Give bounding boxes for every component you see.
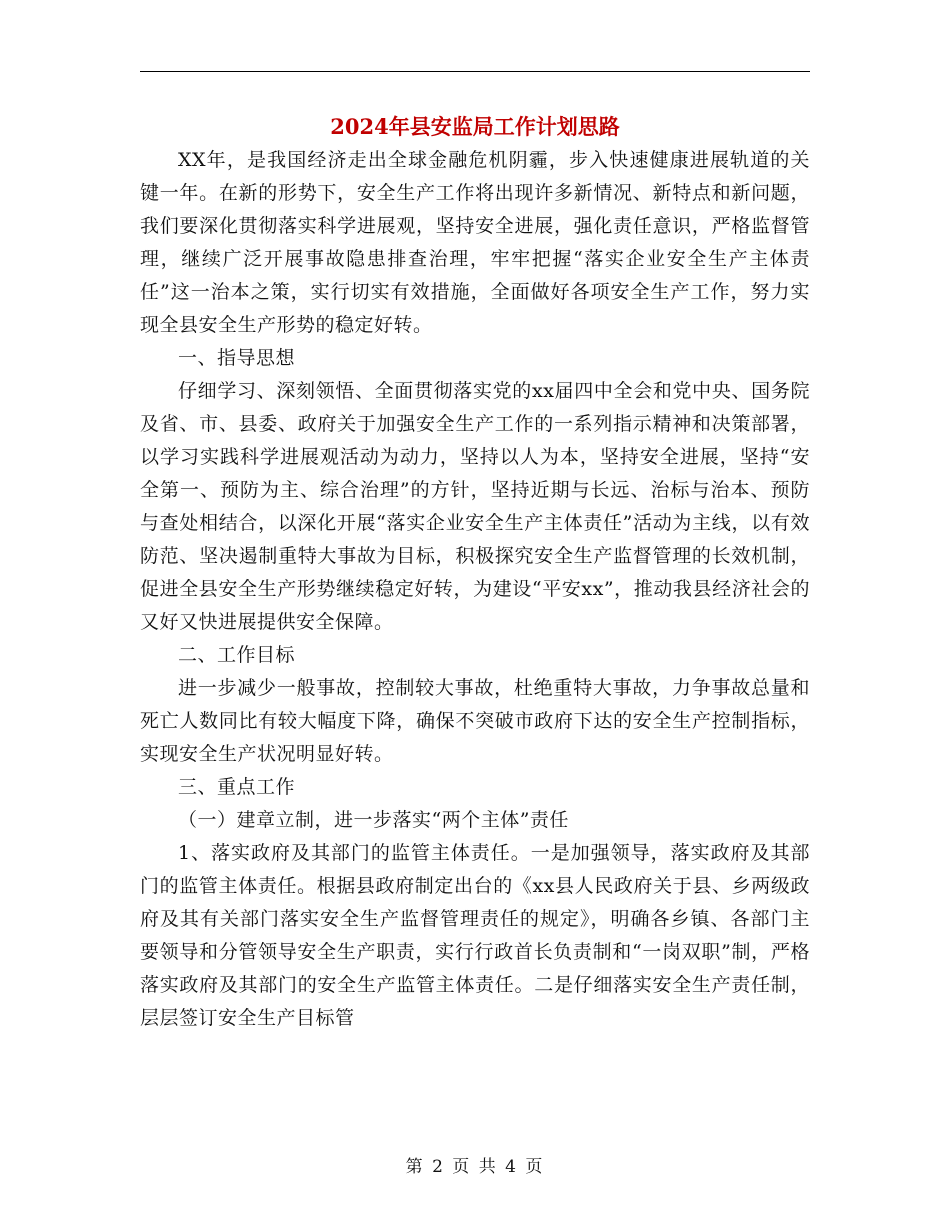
document-body — [140, 144, 810, 1035]
intro-paragraph: XX年，是我国经济走出全球金融危机阴霾，步入快速健康进展轨道的关键一年。在新的形势下，安全生产工作将出现许多新情况、新特点和新问题，我们要深化贯彻落实科学进展观，坚持安全进展，强化责任意识，严格监督管理，继续广泛开展事故隐患排查治理，牢牢把握“落实企业安全生产主体责任”这一治本之策，实行切实有效措施，全面做好各项安全生产工作，努力实现全县安全生产形势的稳定好转。 — [140, 149, 810, 336]
section-heading-guiding-thought: 一、指导思想 — [178, 347, 296, 369]
work-goals-paragraph: 进一步减少一般事故，控制较大事故，杜绝重特大事故，力争事故总量和死亡人数同比有较大幅度下降，确保不突破市政府下达的安全生产控制指标，实现安全生产状况明显好转。 — [140, 677, 810, 765]
section-heading-key-work: 三、重点工作 — [178, 776, 296, 798]
document-title: 2024年县安监局工作计划思路 — [330, 114, 620, 139]
section-heading-work-goals: 二、工作目标 — [178, 644, 296, 666]
guiding-thought-paragraph: 仔细学习、深刻领悟、全面贯彻落实党的xx届四中全会和党中央、国务院及省、市、县委、政府关于加强安全生产工作的一系列指示精神和决策部署，以学习实践科学进展观活动为动力，坚持以人为本，坚持安全进展，坚持“安全第一、预防为主、综合治理”的方针，坚持近期与长远、治标与治本、预防与查处相结合，以深化开展“落实企业安全生产主体责任”活动为主线，以有效防范、坚决遏制重特大事故为目标，积极探究安全生产监督管理的长效机制，促进全县安全生产形势继续稳定好转，为建设“平安xx”，推动我县经济社会的又好又快进展提供安全保障。 — [140, 380, 810, 633]
subsection-heading-two-subjects: （一）建章立制，进一步落实“两个主体”责任 — [178, 809, 569, 831]
page-number-footer: 第 2 页 共 4 页 — [405, 1157, 545, 1177]
header-rule — [140, 71, 810, 72]
item-1-paragraph: 1、落实政府及其部门的监管主体责任。一是加强领导，落实政府及其部门的监管主体责任。根据县政府制定出台的《xx县人民政府关于县、乡两级政府及其有关部门落实安全生产监督管理责任的规定》，明确各乡镇、各部门主要领导和分管领导安全生产职责，实行行政首长负责制和“一岗双职”制，严格落实政府及其部门的安全生产监管主体责任。二是仔细落实安全生产责任制，层层签订安全生产目标管 — [140, 842, 810, 1029]
